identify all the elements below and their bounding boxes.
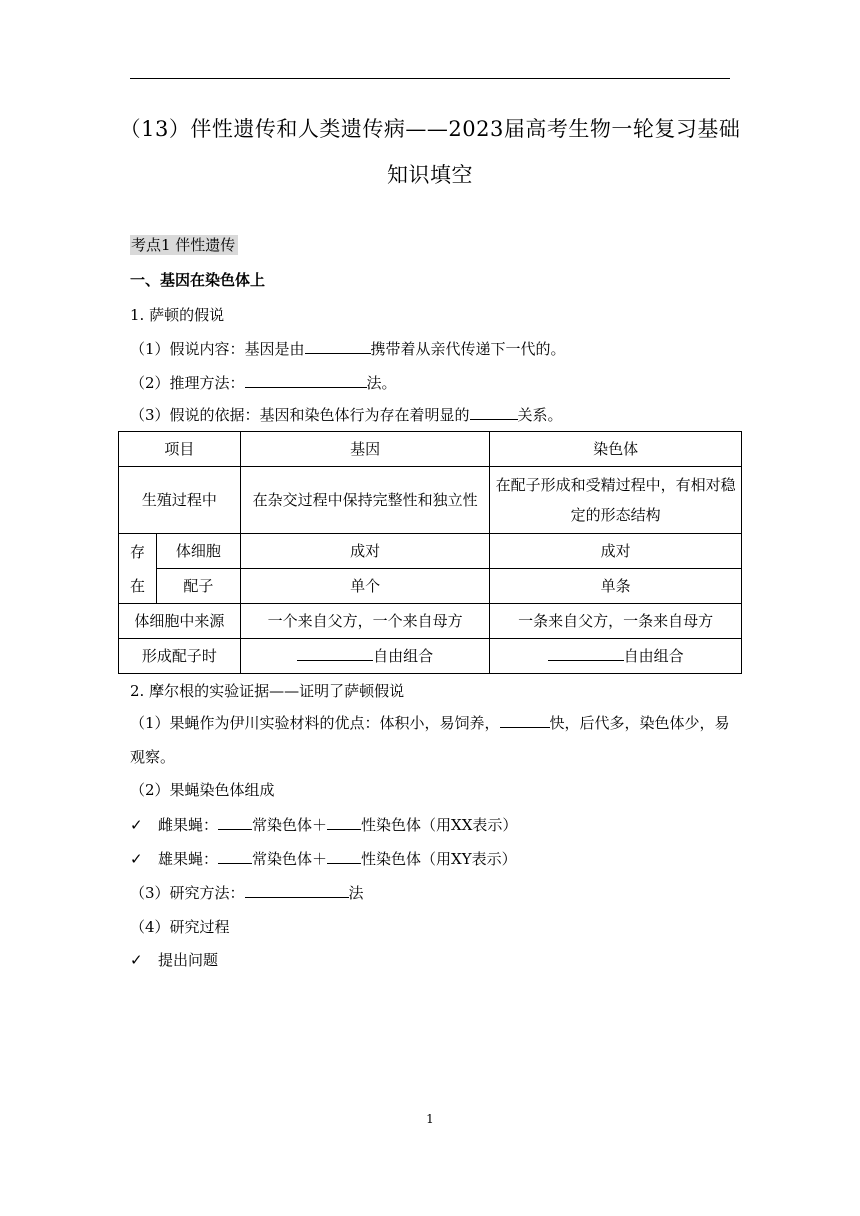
fill-blank-9[interactable] [218,849,252,864]
female-autosome: 常染色体＋ [252,816,328,834]
male-autosome: 常染色体＋ [252,850,328,868]
hypothesis-content-line [130,339,566,359]
hypothesis-basis-tail: 关系。 [517,406,563,424]
hypothesis-content-text: （1）假说内容：基因是由 [130,340,305,358]
row-label-exist: 存在 [119,534,157,604]
item-sutton-hypothesis: 1. 萨顿的假说 [130,306,225,324]
table-row [119,569,742,604]
raise-question-text: 提出问题 [158,951,219,969]
row-label-gamete-formation: 形成配子时 [119,639,241,674]
cell-chromosome-gamete-formation [490,639,742,674]
section-tag: 考点1 伴性遗传 [130,235,238,255]
research-process-heading: （4）研究过程 [130,918,230,936]
fruitfly-chromosome-heading: （2）果蝇染色体组成 [130,781,275,799]
fill-blank-1[interactable] [305,339,371,354]
hypothesis-basis-text: （3）假说的依据：基因和染色体行为存在着明显的 [130,406,470,424]
table-header-row [119,432,742,467]
item-morgan-evidence: 2. 摩尔根的实验证据——证明了萨顿假说 [130,682,405,700]
fill-blank-10[interactable] [327,849,361,864]
fill-blank-4[interactable] [297,646,373,661]
female-sex-chromosome: 性染色体（用XX表示） [361,816,518,834]
cell-gene-somatic: 成对 [240,534,490,569]
cell-gene-gamete: 单个 [240,569,490,604]
table-row [119,534,742,569]
page-number: 1 [426,1112,434,1126]
research-method-line [130,883,364,903]
row-label-somatic: 体细胞 [156,534,240,569]
table-header-gene: 基因 [240,432,490,467]
cell-gene-origin: 一个来自父方，一个来自母方 [240,604,490,639]
fruitfly-advantages-paragraph [130,706,735,774]
fill-blank-11[interactable] [245,883,349,898]
table-row [119,604,742,639]
table-header-chromosome: 染色体 [490,432,742,467]
cell-chromosome-somatic: 成对 [490,534,742,569]
gene-free-combination: 自由组合 [373,647,434,665]
chromosome-free-combination: 自由组合 [623,647,684,665]
male-label: 雄果蝇： [158,850,219,868]
section-tag-line [130,235,238,255]
header-rule [130,78,730,79]
fill-blank-6[interactable] [500,713,550,728]
fruitfly-advantages-tail: 快，后代多，染色体少，易观察。 [130,714,730,766]
male-sex-chromosome: 性染色体（用XY表示） [361,850,517,868]
hypothesis-content-tail: 携带着从亲代传递下一代的。 [370,340,566,358]
fill-blank-8[interactable] [327,815,361,830]
table-row [119,467,742,534]
table-row [119,639,742,674]
fill-blank-2[interactable] [245,373,367,388]
heading-genes-on-chromosomes: 一、基因在染色体上 [130,271,266,289]
cell-chromosome-origin: 一条来自父方，一条来自母方 [490,604,742,639]
row-label-reproduction: 生殖过程中 [119,467,241,534]
hypothesis-basis-line [130,405,563,425]
table-header-item: 项目 [119,432,241,467]
cell-gene-reproduction: 在杂交过程中保持完整性和独立性 [240,467,490,534]
fruitfly-advantages-text: （1）果蝇作为伊川实验材料的优点：体积小，易饲养， [130,714,500,732]
fill-blank-7[interactable] [218,815,252,830]
reasoning-method-text: （2）推理方法： [130,374,245,392]
row-label-gamete: 配子 [156,569,240,604]
fill-blank-5[interactable] [548,646,624,661]
reasoning-method-line [130,373,397,393]
check-icon: ✓ [130,951,143,969]
research-method-text: （3）研究方法： [130,884,245,902]
research-method-tail: 法 [348,884,364,902]
raise-question-line [130,950,218,970]
reasoning-method-tail: 法。 [366,374,397,392]
male-fly-line [130,849,517,869]
cell-gene-gamete-formation [240,639,490,674]
fill-blank-3[interactable] [470,405,518,420]
gene-chromosome-table [118,431,742,674]
cell-chromosome-gamete: 单条 [490,569,742,604]
female-fly-line [130,815,517,835]
page-title: （13）伴性遗传和人类遗传病——2023届高考生物一轮复习基础知识填空 [119,117,741,187]
check-icon: ✓ [130,816,143,834]
check-icon: ✓ [130,850,143,868]
female-label: 雌果蝇： [158,816,219,834]
row-label-origin: 体细胞中来源 [119,604,241,639]
cell-chromosome-reproduction: 在配子形成和受精过程中，有相对稳定的形态结构 [490,467,742,534]
